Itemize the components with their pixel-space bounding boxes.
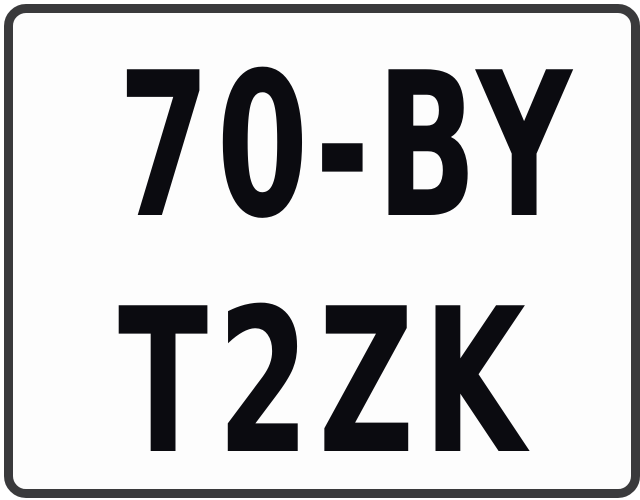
plate-line-1: 70-BY xyxy=(118,30,579,263)
plate-line-2: T2ZK xyxy=(118,266,535,498)
license-plate xyxy=(4,4,640,498)
